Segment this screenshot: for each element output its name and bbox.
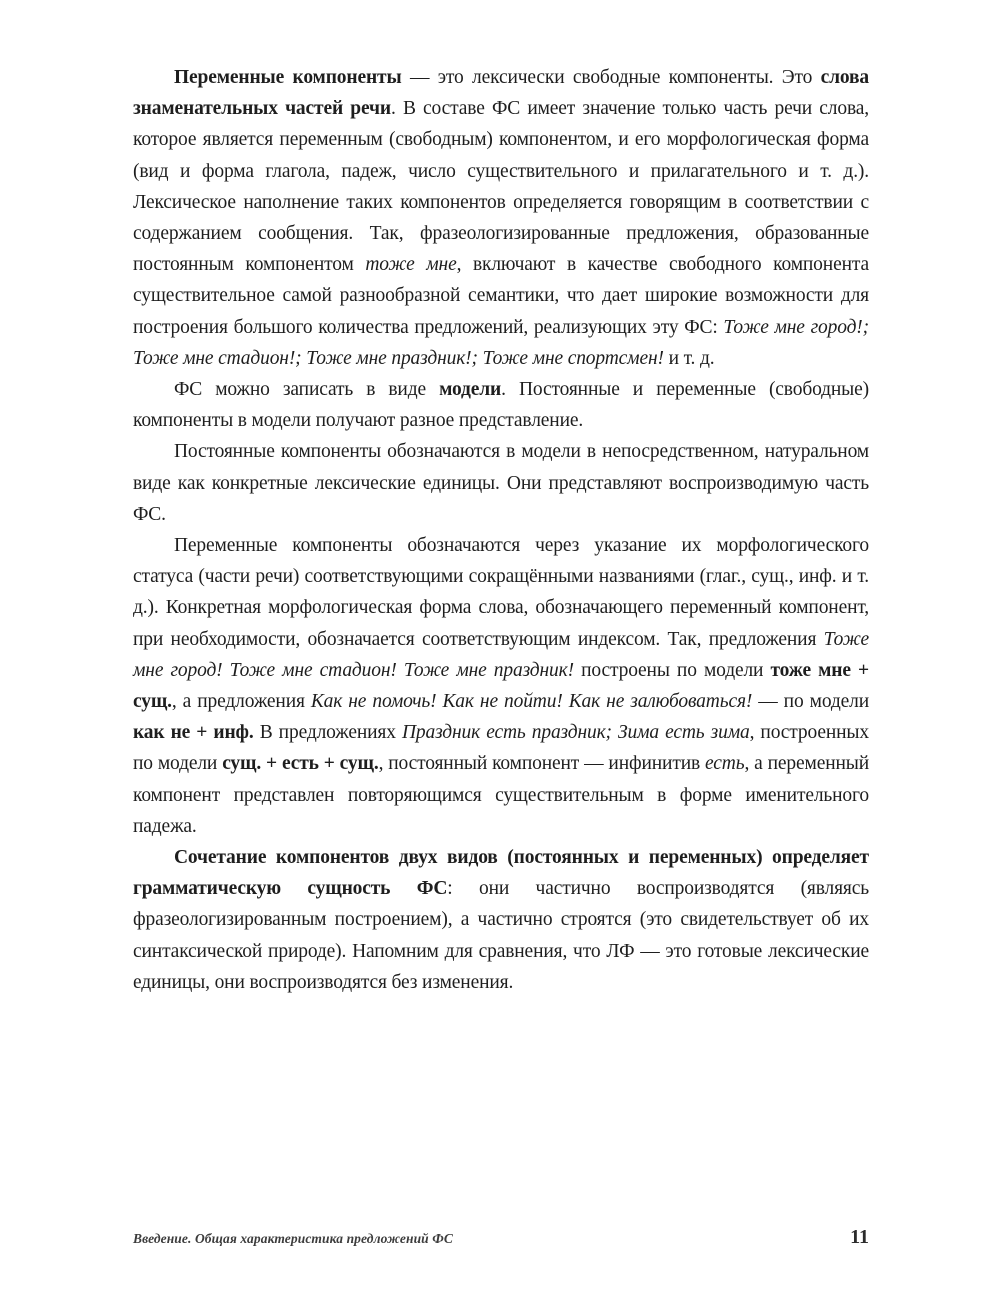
page-footer — [133, 1226, 869, 1249]
text-run: сущ. + есть + сущ. — [222, 753, 379, 775]
paragraph-variable-notation — [133, 530, 869, 842]
text-run: Праздник есть праздник; Зима есть зима — [401, 722, 750, 744]
paragraph-component-combination — [133, 842, 869, 998]
text-run: Переменные компоненты обозначаются через указание их морфологического статуса (части речи) соответствующими сокращёнными названиями (глаг., сущ., инф. и т. д.). Конкретная морфологическая форма слова, обозначающего переменный компонент, при необходимости, обозначается соответствующим индексом. Так, предложения — [133, 535, 869, 650]
text-run: Постоянные компоненты обозначаются в модели в непосредственном, натуральном виде как конкретные лексические единицы. Они представляют воспроизводимую часть ФС. — [133, 441, 869, 525]
text-run: Сочетание компонентов двух видов (постоянных и переменных) определяет грамматическую сущность ФС — [133, 847, 869, 900]
text-run: Как не помочь! Как не пойти! Как не залюбоваться! — [310, 691, 753, 713]
text-run: построены по модели — [573, 659, 771, 681]
text-run: . Постоянные и переменные (свободные) компоненты в модели получают разное представление. — [133, 379, 869, 432]
running-title: Введение. Общая характеристика предложений ФС — [133, 1231, 453, 1246]
text-run: и т. д. — [663, 347, 715, 369]
paragraph-constant-components — [133, 436, 869, 530]
text-run: , включают в качестве свободного компонента существительное самой разнообразной семантики, что дает широкие возможности для построения большого количества предложений, реализующих эту ФС: — [133, 254, 869, 338]
text-run: как не + инф. — [133, 722, 254, 744]
text-run: , построенных по модели — [133, 722, 869, 775]
text-run: Переменные компоненты — [174, 67, 402, 88]
text-run: , а предложения — [171, 691, 311, 713]
paragraph-model-notation — [133, 374, 869, 436]
text-run: тоже мне — [365, 254, 457, 276]
text-run: — по модели — [752, 691, 869, 713]
paragraph-variable-components — [133, 62, 869, 374]
text-run: есть — [705, 753, 745, 775]
text-run: . В составе ФС имеет значение только часть речи слова, которое является переменным (свободным) компонентом, и его морфологическая форма (вид и форма глагола, падеж, число существительного и прилагательного и т. д.). Лексическое наполнение таких компонентов определяется говорящим в соответствии с содержанием сообщения. Так, фразеологизированные предложения, образованные постоянным компонентом — [133, 98, 870, 276]
text-run: тоже мне + сущ. — [133, 659, 869, 713]
text-run: В предложениях — [253, 722, 402, 744]
text-run: модели — [439, 379, 502, 401]
text-run: ФС можно записать в виде — [174, 379, 440, 401]
text-run: слова знаменательных частей речи — [133, 67, 870, 120]
text-run: , постоянный компонент — инфинитив — [378, 753, 706, 775]
text-run: : они частично воспроизводятся (являясь фразеологизированным построением), а частично строятся (это свидетельствует об их синтаксической природе). Напомним для сравнения, что ЛФ — это готовые лексические единицы, они воспроизводятся без изменения. — [133, 878, 869, 993]
text-run: Тоже мне город! Тоже мне стадион! Тоже мне праздник! — [133, 628, 869, 681]
text-run: — это лексически свободные компоненты. Это — [401, 67, 821, 88]
text-run: Тоже мне город!; Тоже мне стадион!; Тоже мне праздник!; Тоже мне спортсмен! — [133, 316, 869, 369]
text-run: , а переменный компонент представлен повторяющимся существительным в форме именительного падежа. — [133, 753, 870, 837]
page-number: 11 — [850, 1226, 869, 1248]
page-body-text — [133, 62, 869, 998]
